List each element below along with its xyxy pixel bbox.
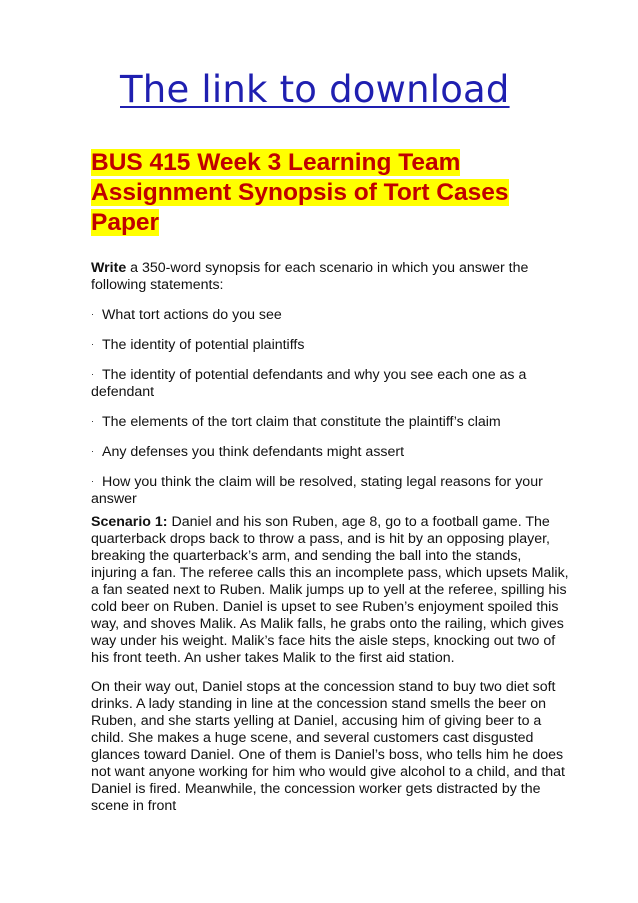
bullet-item: · The elements of the tort claim that constitute the plaintiff’s claim: [91, 414, 501, 430]
scenario-1-paragraph: [91, 514, 571, 667]
document-body: [91, 260, 571, 827]
bullet-dot: ·: [91, 416, 94, 426]
bullet-dot: ·: [91, 309, 94, 319]
bullet-item: · What tort actions do you see: [91, 307, 282, 323]
intro-text: a 350-word synopsis for each scenario in which you answer the following statements:: [91, 260, 529, 293]
bullet-dot: ·: [91, 369, 94, 379]
bullet-item: · How you think the claim will be resolved, stating legal reasons for your answer: [91, 474, 543, 507]
intro-bold-word: Write: [91, 260, 127, 276]
bullet-dot: ·: [91, 446, 94, 456]
bullet-item: · The identity of potential plaintiffs: [91, 337, 305, 353]
bullet-dot: ·: [91, 476, 94, 486]
title-line-3: Paper: [91, 209, 160, 236]
scenario-1-label: Scenario 1:: [91, 514, 168, 530]
bullet-item: · Any defenses you think defendants might assert: [91, 444, 405, 460]
intro-paragraph: [91, 260, 571, 294]
bullet-item: · The identity of potential defendants and why you see each one as a defendant: [91, 367, 527, 400]
download-link[interactable]: The link to download: [120, 68, 510, 111]
scenario-1-text: Daniel and his son Ruben, age 8, go to a football game. The quarterback drops back to throw a pass, and is hit by an opposing player, breaking the quarterback’s arm, and sending the ball into the stands, injuring a fan. The referee calls this an incomplete pass, which upsets Malik, a fan seated next to Ruben. Malik jumps up to yell at the referee, spilling his cold beer on Ruben. Daniel is upset to see Ruben’s enjoyment spoiled this way, and shoves Malik. As Malik falls, he grabs onto the railing, which gives way under his weight. Malik’s face hits the aisle steps, knocking out two of his front teeth. An usher takes Malik to the first aid station.: [91, 514, 569, 666]
document-title: [91, 148, 591, 238]
title-line-2: Assignment Synopsis of Tort Cases: [91, 179, 509, 206]
title-line-1: BUS 415 Week 3 Learning Team: [91, 149, 461, 176]
scenario-1-continuation: On their way out, Daniel stops at the concession stand to buy two diet soft drinks. A lady standing in line at the concession stand smells the beer on Ruben, and she starts yelling at Daniel, accusing him of giving beer to a child. She makes a huge scene, and several customers cast disgusted glances toward Daniel. One of them is Daniel’s boss, who tells him he does not want anyone working for him who would give alcohol to a child, and that Daniel is fired. Meanwhile, the concession worker gets distracted by the scene in front: [91, 679, 565, 814]
bullet-dot: ·: [91, 339, 94, 349]
